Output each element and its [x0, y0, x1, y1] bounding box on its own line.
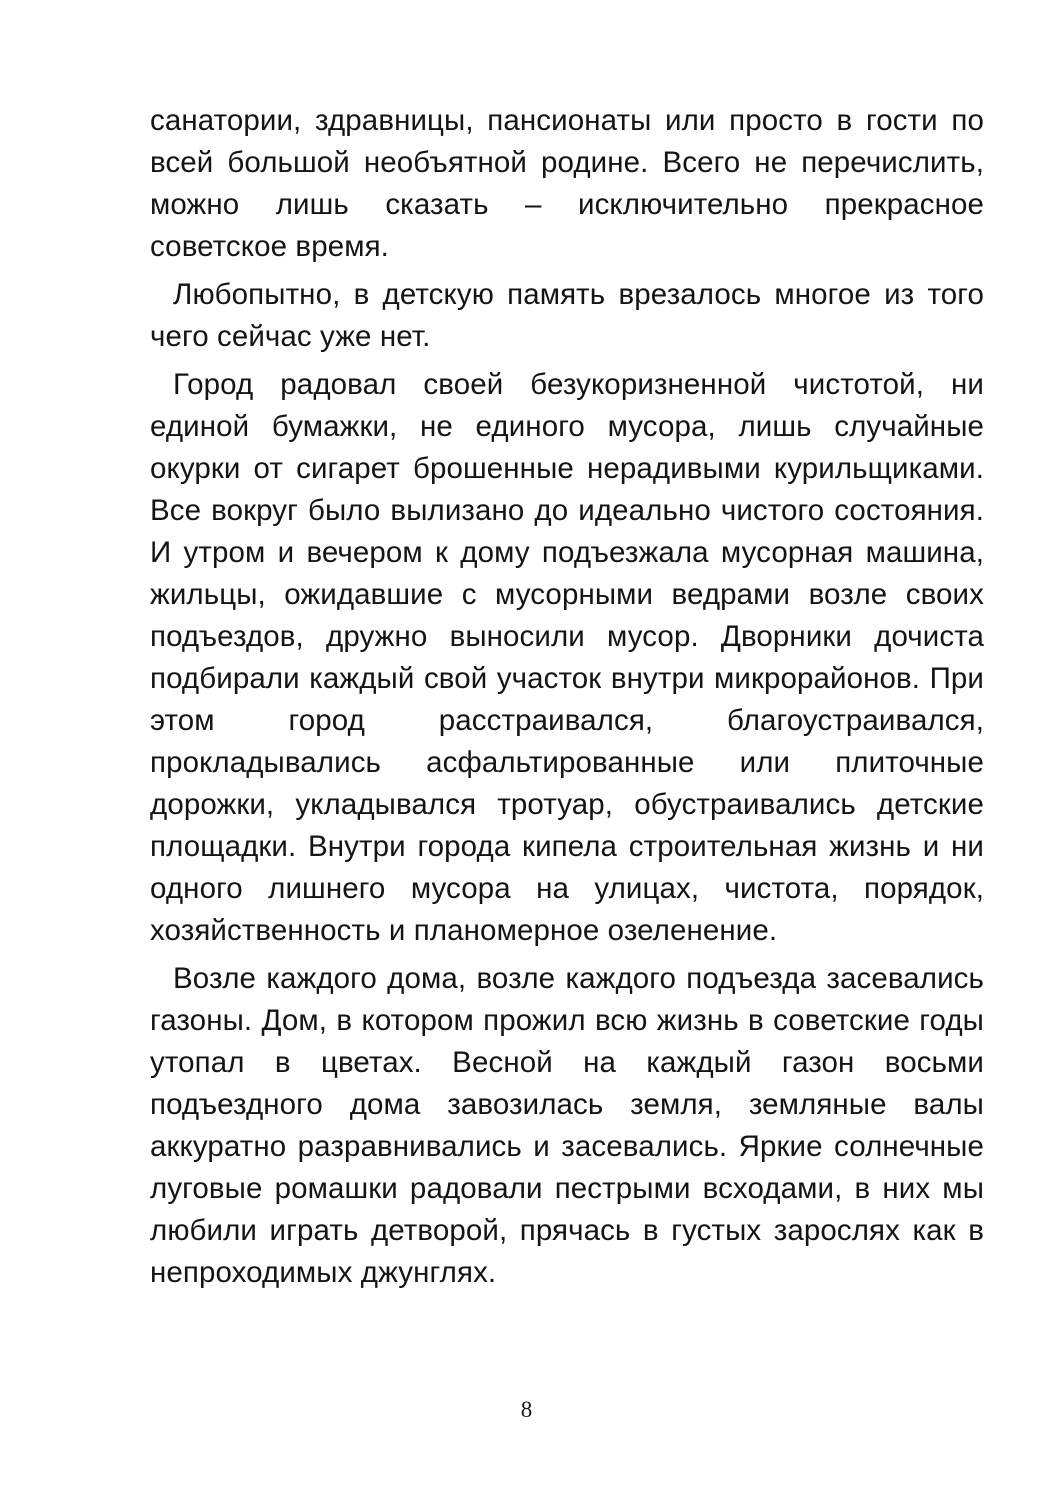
paragraph-continued: санатории, здравницы, пансионаты или просто в гости по всей большой необъятной родине. Всего не перечислить, можно лишь сказать – исключительно прекрасное советское время. [150, 104, 984, 263]
paragraph-memory: Любопытно, в детскую память врезалось многое из того чего сейчас уже нет. [150, 278, 984, 353]
body-text-column [150, 100, 984, 1300]
paragraph-lawns: Возле каждого дома, возле каждого подъезда засевались газоны. Дом, в котором прожил всю жизнь в советские годы утопал в цветах. Весной на каждый газон восьми подъездного дома завозилась земля, земляные валы аккуратно разравнивались и засевались. Яркие солнечные луговые ромашки радовали пестрыми всходами, в них мы любили играть детворой, прячась в густых зарослях как в непроходимых джунглях. [150, 962, 984, 1289]
paragraph-city-cleanliness: Город радовал своей безукоризненной чистотой, ни единой бумажки, не единого мусора, лишь случайные окурки от сигарет брошенные нерадивыми курильщиками. Все вокруг было вылизано до идеально чистого состояния. И утром и вечером к дому подъезжала мусорная машина, жильцы, ожидавшие с мусорными ведрами возле своих подъездов, дружно выносили мусор. Дворники дочиста подбирали каждый свой участок внутри микрорайонов. При этом город расстраивался, благоустраивался, прокладывались асфальтированные или плиточные дорожки, укладывался тротуар, обустраивались детские площадки. Внутри города кипела строительная жизнь и ни одного лишнего мусора на улицах, чистота, порядок, хозяйственность и планомерное озеленение. [150, 368, 984, 947]
page-number: 8 [520, 1397, 533, 1422]
